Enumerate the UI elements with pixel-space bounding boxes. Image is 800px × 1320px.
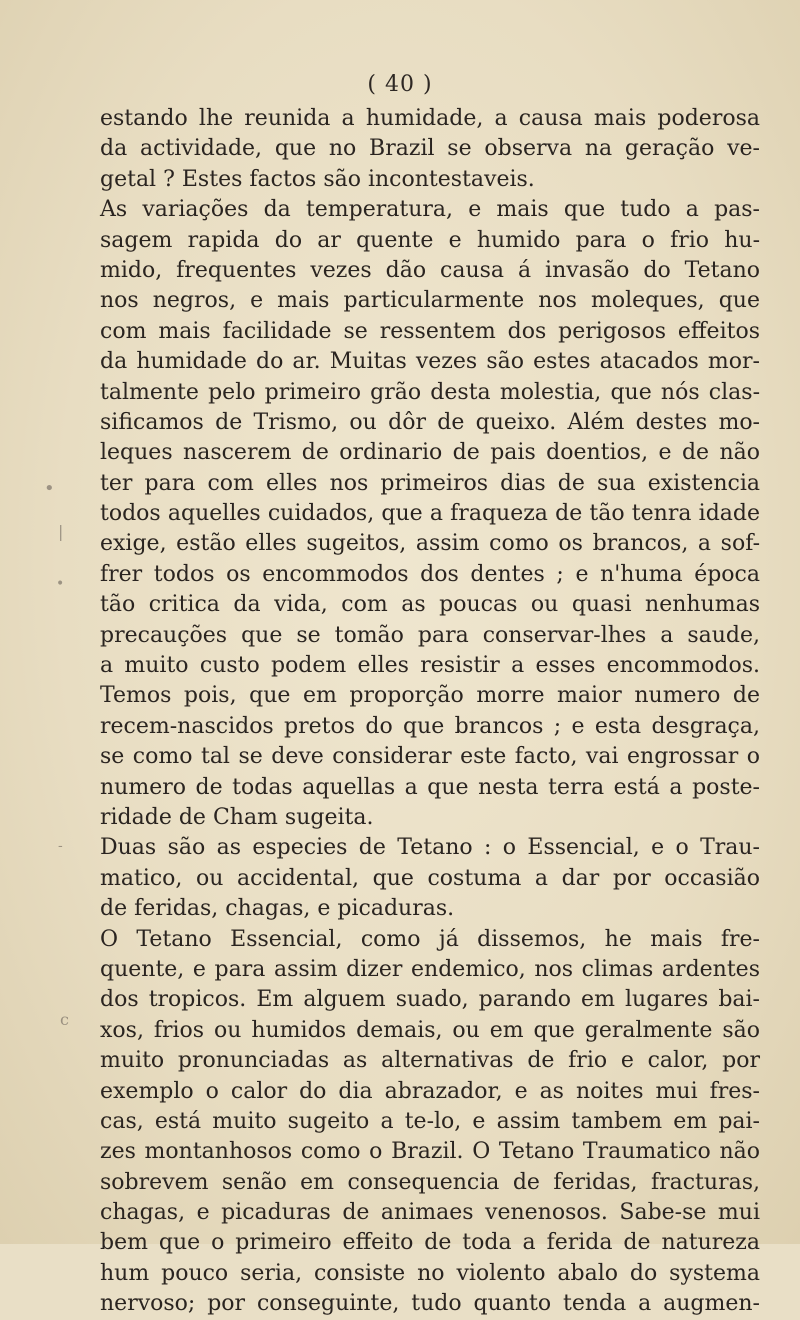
text-line: hum pouco seria, consiste no violento abalo do systema [100,1260,760,1286]
text-line: getal ? Estes factos são incontestaveis. [100,166,535,192]
text-line: ter para com elles nos primeiros dias de sua existencia [100,470,760,496]
text-line: se como tal se deve considerar este facto, vai engrossar o [100,744,760,770]
text-line: As variações da temperatura, e mais que tudo a pas- [100,197,760,223]
text-line: bem que o primeiro effeito de toda a ferida de natureza [100,1230,760,1256]
text-line: Duas são as especies de Tetano : o Essencial, e o Trau- [100,835,760,861]
text-line: exemplo o calor do dia abrazador, e as noites mui fres- [100,1078,760,1104]
text-line: cas, está muito sugeito a te-lo, e assim tambem em pai- [100,1108,760,1134]
text-line: tão critica da vida, com as poucas ou quasi nenhumas [100,592,760,618]
text-line: O Tetano Essencial, como já dissemos, he mais fre- [100,926,760,952]
text-line: talmente pelo primeiro grão desta molestia, que nós clas- [100,379,760,405]
text-line: frer todos os encommodos dos dentes ; e n'huma época [100,561,760,587]
text-line: todos aquelles cuidados, que a fraqueza de tão tenra idade [100,501,760,527]
text-line: mido, frequentes vezes dão causa á invasão do Tetano [100,257,760,283]
text-line: precauções que se tomão para conservar-lhes a saude, [100,622,760,648]
text-line: nos negros, e mais particularmente nos moleques, que [100,288,760,314]
text-line: matico, ou accidental, que costuma a dar por occasião [100,865,760,891]
text-line: com mais facilidade se ressentem dos perigosos effeitos [100,318,760,344]
margin-speck: • [56,576,65,592]
margin-speck: c [60,1010,69,1029]
text-line: de feridas, chagas, e picaduras. [100,896,455,922]
text-line: sificamos de Trismo, ou dôr de queixo. Além destes mo- [100,409,760,435]
text-line: dos tropicos. Em alguem suado, parando em lugares bai- [100,987,760,1013]
text-line: leques nascerem de ordinario de pais doentios, e de não [100,440,760,466]
text-line: sagem rapida do ar quente e humido para o frio hu- [100,227,760,253]
margin-speck: | [58,522,64,541]
text-line: ridade de Cham sugeita. [100,804,374,830]
text-line: muito pronunciadas as alternativas de frio e calor, por [100,1048,760,1074]
text-line: a muito custo podem elles resistir a esses encommodos. [100,653,760,679]
text-line: da humidade do ar. Muitas vezes são estes atacados mor- [100,349,760,375]
margin-speck: • [44,478,55,499]
text-line: numero de todas aquellas a que nesta terra está a poste- [100,774,760,800]
text-line: chagas, e picaduras de animaes venenosos. Sabe-se mui [100,1200,760,1226]
text-line: estando lhe reunida a humidade, a causa mais poderosa [100,106,760,131]
text-line: zes montanhosos como o Brazil. O Tetano Traumatico não [100,1139,760,1165]
page-number: ( 40 ) [367,72,433,97]
margin-speck: - [58,838,63,854]
text-line: da actividade, que no Brazil se observa na geração ve- [100,136,760,162]
text-line: exige, estão elles sugeitos, assim como os brancos, a sof- [100,531,760,557]
text-line: nervoso; por conseguinte, tudo quanto tenda a augmen- [100,1291,760,1317]
text-line: sobrevem senão em consequencia de feridas, fracturas, [100,1169,760,1195]
text-line: quente, e para assim dizer endemico, nos climas ardentes [100,956,760,982]
text-line: Temos pois, que em proporção morre maior numero de [100,683,760,709]
text-line: xos, frios ou humidos demais, ou em que geralmente são [100,1017,760,1043]
text-line: recem-nascidos pretos do que brancos ; e esta desgraça, [100,713,760,739]
page-body-text [100,104,760,1320]
